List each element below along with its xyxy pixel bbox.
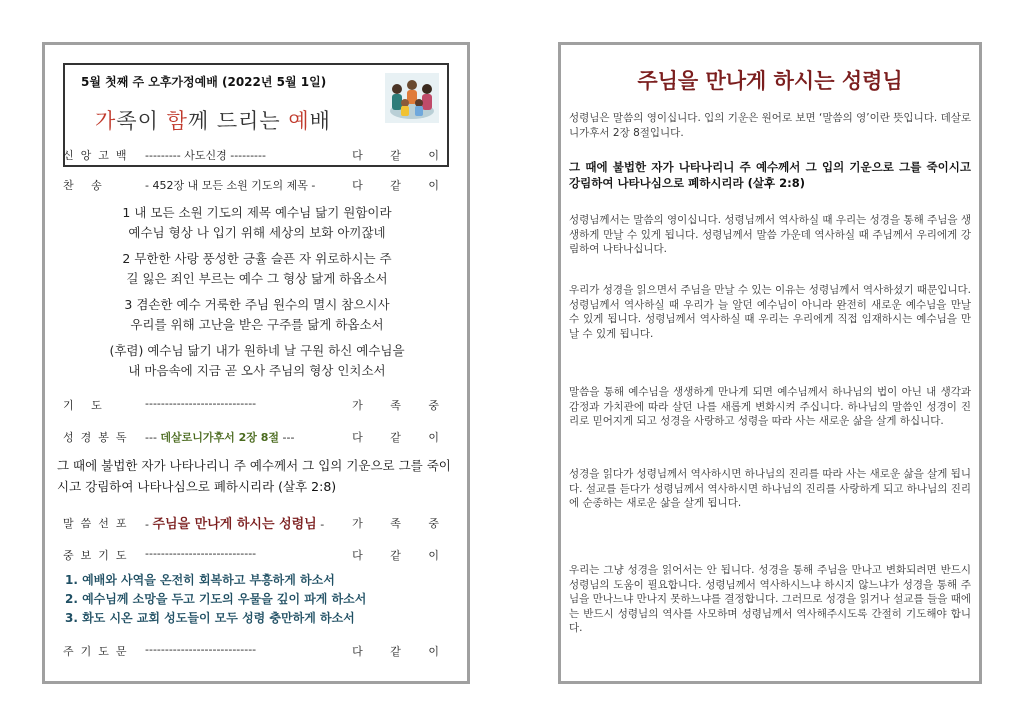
paragraph: 말씀을 통해 예수님을 생생하게 만나게 되면 예수님께서 하나님의 법이 아닌 내 생각과 감정과 가치관에 따라 살던 나를 새롭게 변화시켜 주십니다. 하나님의 말씀인 성경이 진리로 믿어지게 되고 성경을 사랑하고 성령을 따라 사는 새로운 삶을 살게 하십니다. — [569, 386, 971, 428]
header-title — [95, 105, 331, 135]
paragraph: 우리는 그냥 성경을 읽어서는 안 됩니다. 성경을 통해 주님을 만나고 변화되려면 반드시 성령님의 도움이 필요합니다. 성령님께서 역사하시느냐 하시지 않느냐가 성경을 통해 주님을 만나느냐 만나지 못하느냐를 결정합니다. 그러므로 성경을 읽거나 설교를 들을 때에는 반드시 성령님의 역사를 사모하며 성령님께서 역사해주시도록 간절히 기도해야 합니다. — [569, 564, 971, 635]
hymn-verse-1: 1 내 모든 소원 기도의 제목 예수님 닮기 원함이라 예수님 형상 나 입기 위해 세상의 보화 아끼잖네 — [122, 205, 392, 240]
title-part: 이 — [137, 109, 167, 133]
sermon-heading: 주님을 만나게 하시는 성령님 — [637, 69, 903, 93]
reading-reference: 데살로니가후서 2장 8절 — [160, 431, 280, 444]
paragraph: 성령님께서는 말씀의 영이십니다. 성령님께서 역사하실 때 우리는 성경을 통해 주님을 생생하게 만날 수 있게 됩니다. 성령님께서 말씀 가운데 역사하실 때 주님께서 우리에게 강림하여 나타나십니다. — [569, 214, 971, 256]
title-part: 가 — [95, 109, 117, 133]
title-part: 께 드리는 — [187, 109, 289, 133]
hymn-verse-2: 2 무한한 사랑 풍성한 긍휼 슬픈 자 위로하시는 주 길 잃은 죄인 부르는 예수 그 형상 닮게 하옵소서 — [122, 251, 392, 286]
left-page: 5월 첫째 주 오후가정예배 (2022년 5월 1일) 가족이 함께 드리는 예배 신앙고백 --------- 사도신경 --------- 다 같 이 찬 송 - 452장 내 모든 소원 기도의 제목 - 다 같 이 1 내 모든 소원 기도의 제목 예수님 닮기 원함이라 예수님 형상 나 입기 위해 세상의 보화 아끼잖네 2 무한한 사랑 풍성한 긍휼 슬픈 자 위로하시는 주 길 잃은 죄인 부르는 예수 그 형상 닮게 하옵소서 3 겸손한 예수 거룩한 주님 원수의 멸시 참으시사 우리를 위해 고난을 받은 구주를 닮게 하옵소서 (후렴) 예수님 닮기 내가 원하네 날 구원 하신 예수님을 내 마음속에 지금 곧 오사 주님의 형상 인치소서 기 도 ---------------------------- 가 족 중 성경봉독 --- 데살로니가후서 2장 8절 --- 다 같 이 그 때에 불법한 자가 나타나리니 주 예수께서 그 입의 기운으로 그를 죽이시고 강림하여 나타나심으로 폐하시리라 (살후 2:8) 말씀선포 - 주님을 만나게 하시는 성령님 - 가 족 중 중보기도 ---------------------------- 다 같 이 1. 예배와 사역을 온전히 회복하고 부흥하게 하소서 2. 예수님께 소망을 두고 기도의 우물을 깊이 파게 하소서 3. 화도 시온 교회 성도들이 모두 성령 충만하게 하소서 주기도문 ---------------------------- 다 같 이 — [42, 42, 470, 684]
family-illustration — [385, 73, 439, 123]
title-part: 족 — [116, 109, 138, 133]
paragraph-scripture: 그 때에 불법한 자가 나타나리니 주 예수께서 그 입의 기운으로 그를 죽이시고 강림하여 나타나심으로 폐하시리라 (살후 2:8) — [569, 160, 971, 190]
title-part: 함 — [166, 109, 188, 133]
paragraph: 성경을 읽다가 성령님께서 역사하시면 하나님의 진리를 따라 사는 새로운 삶을 살게 됩니다. 설교를 듣다가 성령님께서 역사하시면 하나님의 진리를 사랑하게 되고 하나님의 진리에 순종하는 새로운 삶을 살게 됩니다. — [569, 468, 971, 510]
prayer-list — [65, 571, 455, 628]
right-page — [558, 42, 982, 684]
title-part: 예 — [288, 109, 310, 133]
sermon-title: 주님을 만나게 하시는 성령님 — [152, 517, 317, 532]
paragraph: 성령님은 말씀의 영이십니다. 입의 기운은 원어로 보면 ‘말씀의 영’이란 뜻입니다. 데살로니가후서 2장 8절입니다. — [569, 112, 971, 139]
hymn-chorus: (후렴) 예수님 닮기 내가 원하네 날 구원 하신 예수님을 내 마음속에 지금 곧 오사 주님의 형상 인치소서 — [109, 343, 405, 378]
prayer-item: 2. 예수님께 소망을 두고 기도의 우물을 깊이 파게 하소서 — [65, 592, 367, 606]
prayer-item: 3. 화도 시온 교회 성도들이 모두 성령 충만하게 하소서 — [65, 611, 355, 625]
scripture-text: 그 때에 불법한 자가 나타나리니 주 예수께서 그 입의 기운으로 그를 죽이시고 강림하여 나타나심으로 폐하시리라 (살후 2:8) — [57, 458, 451, 494]
hymn-verse-3: 3 겸손한 예수 거룩한 주님 원수의 멸시 참으시사 우리를 위해 고난을 받은 구주를 닮게 하옵소서 — [124, 297, 390, 332]
title-part: 배 — [309, 109, 331, 133]
header-subtitle: 5월 첫째 주 오후가정예배 (2022년 5월 1일) — [81, 75, 327, 89]
prayer-item: 1. 예배와 사역을 온전히 회복하고 부흥하게 하소서 — [65, 573, 335, 587]
paragraph: 우리가 성경을 읽으면서 주님을 만날 수 있는 이유는 성령님께서 역사하셨기 때문입니다. 성령님께서 역사하실 때 우리가 늘 알던 예수님이 아니라 완전히 새로운 예수님을 만날 수 있게 됩니다. 성령님께서 역사하실 때 우리는 우리에게 직접 임재하시는 예수님을 만날 수 있게 됩니다. — [569, 284, 971, 340]
